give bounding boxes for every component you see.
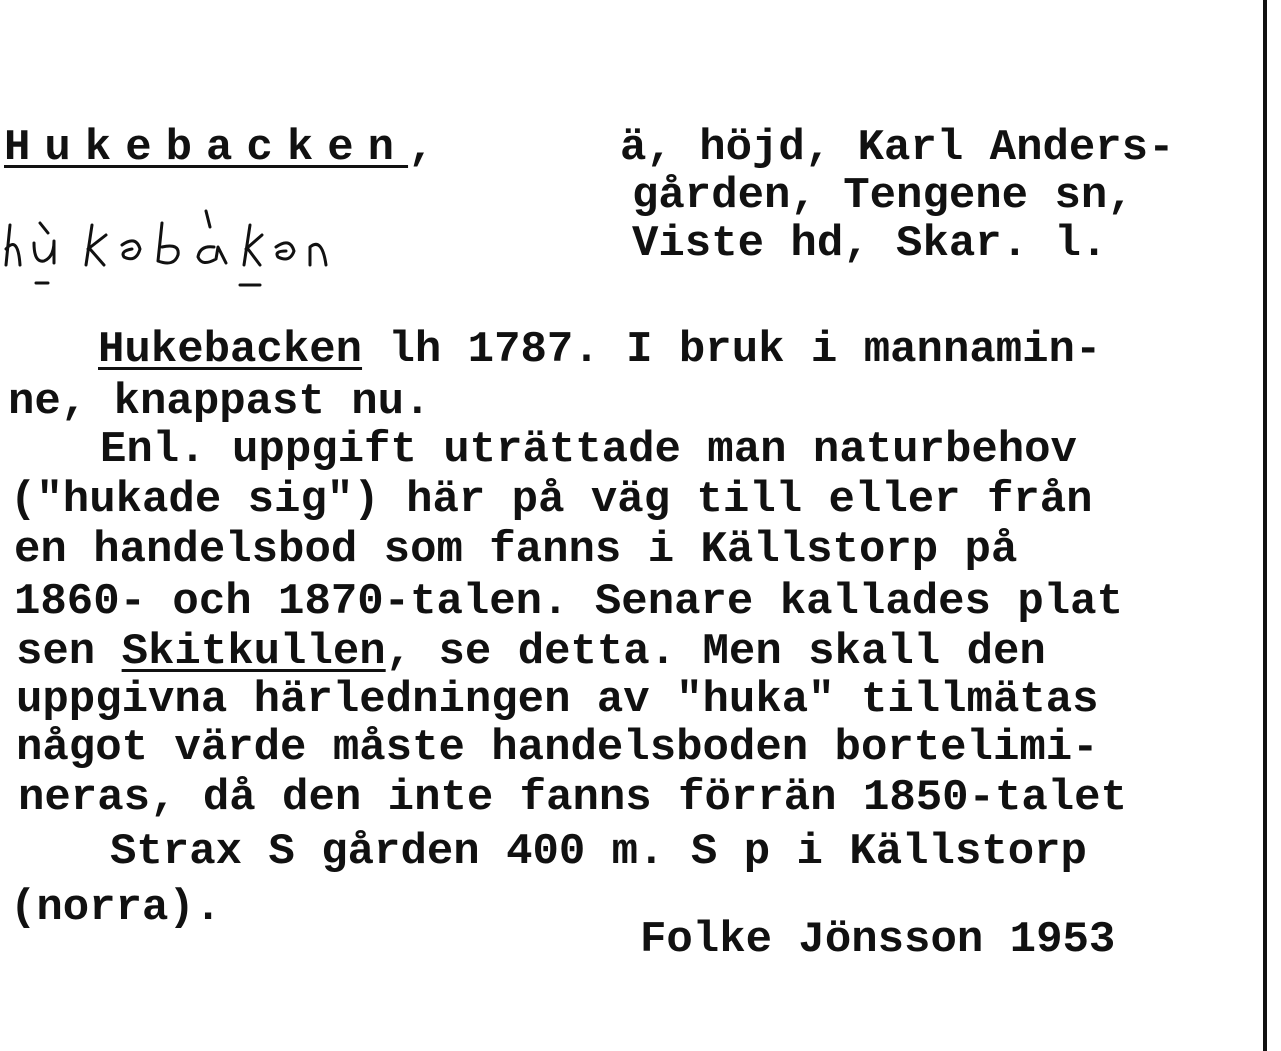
body-line-10: neras, då den inte fanns förrän 1850-talet bbox=[18, 773, 1127, 823]
body-line-5: en handelsbod som fanns i Källstorp på bbox=[14, 525, 1018, 575]
pronunciation-handwriting bbox=[4, 205, 504, 295]
header-line-1: ä, höjd, Karl Anders- bbox=[620, 123, 1175, 173]
header-line-2: gården, Tengene sn, bbox=[632, 171, 1134, 221]
body-line-6: 1860- och 1870-talen. Senare kallades plat bbox=[14, 577, 1123, 627]
headword: Hukebacken bbox=[4, 123, 409, 173]
body-line-4: ("hukade sig") här på väg till eller från bbox=[10, 475, 1093, 525]
body-line-3: Enl. uppgift uträttade man naturbehov bbox=[100, 425, 1077, 475]
headword-comma: , bbox=[408, 123, 435, 173]
body-line-7: sen Skitkullen, se detta. Men skall den bbox=[16, 627, 1046, 677]
body-line-12: (norra). bbox=[10, 883, 222, 933]
body-line-11: Strax S gården 400 m. S p i Källstorp bbox=[110, 827, 1087, 877]
body-name-hukebacken: Hukebacken bbox=[98, 325, 363, 375]
headword-line bbox=[4, 124, 434, 172]
card-right-border bbox=[1263, 0, 1267, 1051]
body-name-skitkullen: Skitkullen bbox=[121, 627, 386, 677]
body-line-9: något värde måste handelsboden bortelimi- bbox=[16, 723, 1099, 773]
header-line-3: Viste hd, Skar. l. bbox=[632, 219, 1108, 269]
signature: Folke Jönsson 1953 bbox=[640, 915, 1116, 965]
body-line-2: ne, knappast nu. bbox=[8, 377, 431, 427]
body-line-8: uppgivna härledningen av "huka" tillmätas bbox=[16, 675, 1099, 725]
body-line-1: Hukebacken lh 1787. I bruk i mannamin- bbox=[98, 325, 1102, 375]
